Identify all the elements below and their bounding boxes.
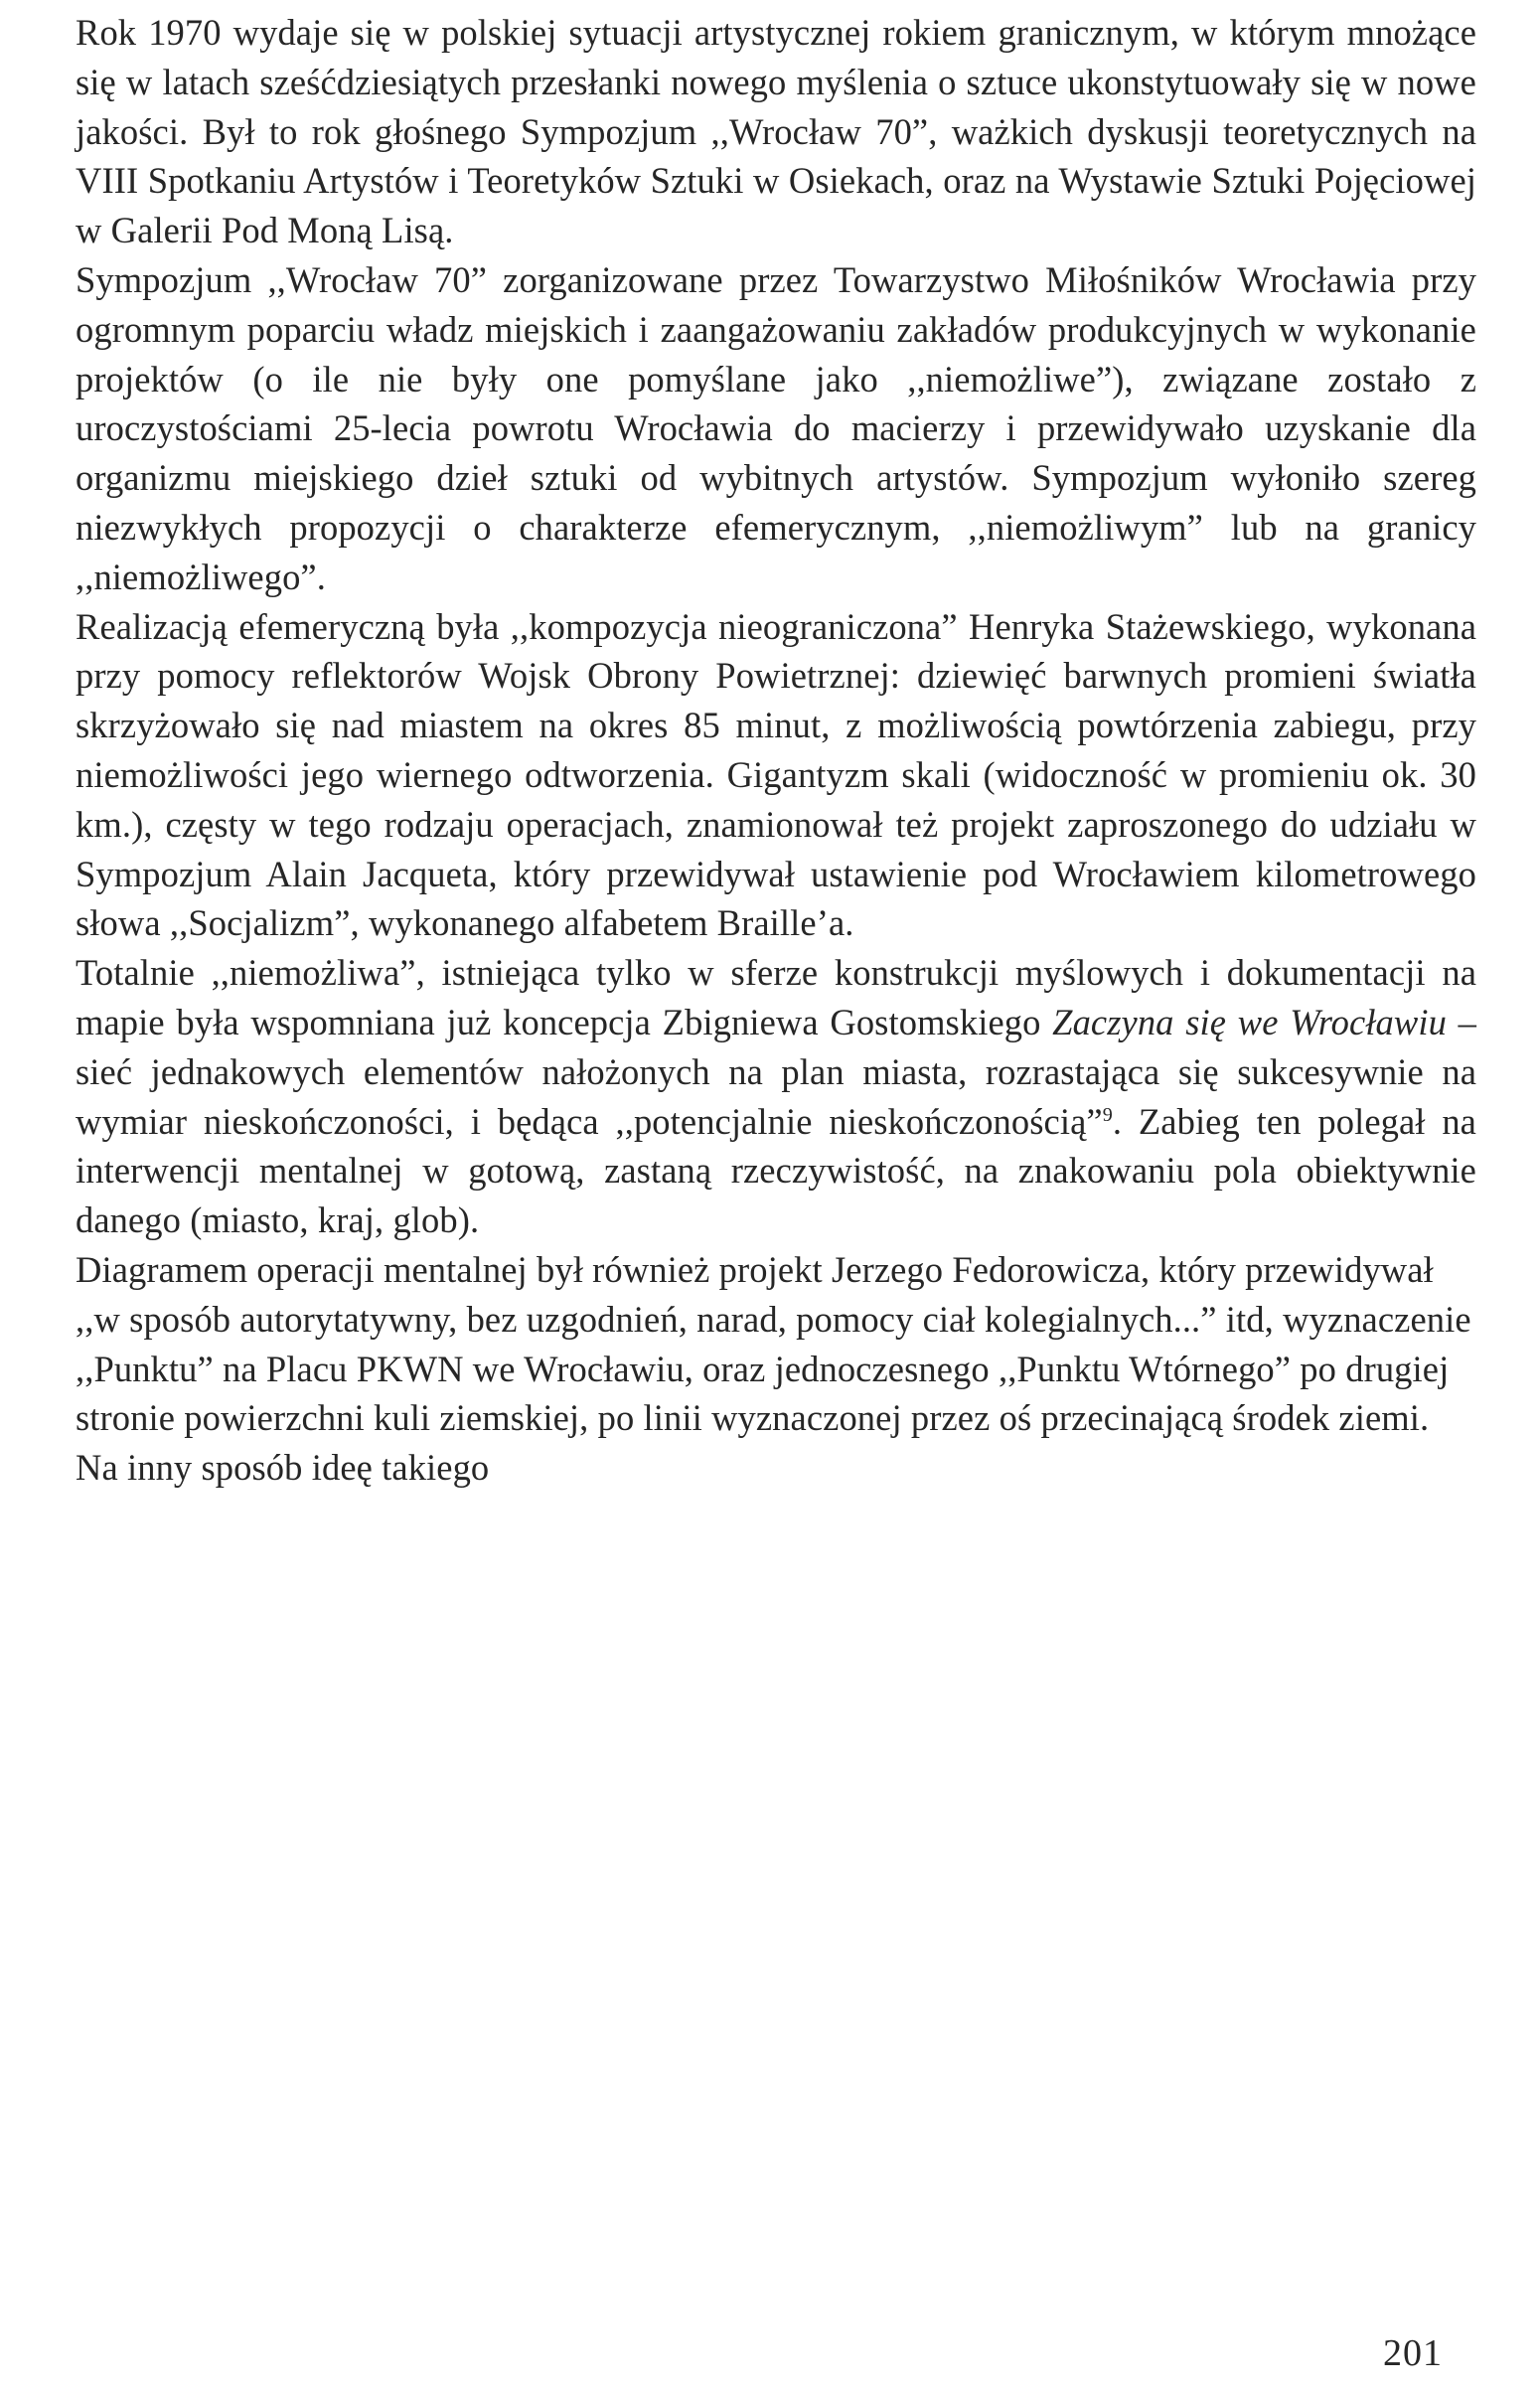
paragraph-3: Realizacją efemeryczną była ,,kompozycja nieograniczona” Henryka Stażewskiego, wykonana przy pomocy reflektorów Wojsk Obrony Powietrznej: dziewięć barwnych promieni światła skrzyżowało się nad miastem na okres 85 minut, z możliwością powtórzenia zabiegu, przy niemożliwości jego wiernego odtworzenia. Gigantyzm skali (widoczność w promieniu ok. 30 km.), częsty w tego rodzaju operacjach, znamionował też projekt zaproszonego do udziału w Sympozjum Alain Jacqueta, który przewidywał ustawienie pod Wrocławiem kilometrowego słowa ,,Socjalizm”, wykonanego alfabetem Braille’a. [76, 605, 1476, 944]
body-text [76, 8, 1476, 1493]
page-number: 201 [1383, 2332, 1443, 2374]
book-page [76, 0, 1482, 2393]
paragraph-4-before: Totalnie ,,niemożliwa”, istniejąca tylko w sferze konstrukcji myślowych i dokumentacji na mapie była wspomniana już koncepcja Zbigniewa Gostomskiego [76, 952, 1476, 1042]
footnote-marker[interactable]: 9 [1102, 1103, 1113, 1126]
paragraph-4-after: – sieć jednakowych elementów nałożonych na plan miasta, rozrastająca się sukcesywnie na wymiar nieskończoności, i będąca ,,potencjalnie nieskończonością” [76, 1001, 1477, 1142]
paragraph-5: Diagramem operacji mentalnej był również projekt Jerzego Fedorowicza, który przewidywał ,,w sposób autorytatywny, bez uzgodnień, narad, pomocy ciał kolegialnych...” itd, wyznaczenie ,,Punktu” na Placu PKWN we Wrocławiu, oraz jednoczesnego ,,Punktu Wtórnego” po drugiej stronie powierzchni kuli ziemskiej, po linii wyznaczonej przez oś przecinającą środek ziemi. Na inny sposób ideę takiego [76, 1248, 1471, 1489]
paragraph-4-end: . Zabieg ten polegał na interwencji mentalnej w gotową, zastaną rzeczywistość, na znakowaniu pola obiektywnie danego (miasto, kraj, glob). [76, 1100, 1476, 1241]
work-title: Zaczyna się we Wrocławiu [1052, 1001, 1447, 1042]
paragraph-2: Sympozjum ,,Wrocław 70” zorganizowane przez Towarzystwo Miłośników Wrocławia przy ogromnym poparciu władz miejskich i zaangażowaniu zakładów produkcyjnych w wykonanie projektów (o ile nie były one pomyślane jako ,,niemożliwe”), związane zostało z uroczystościami 25-lecia powrotu Wrocławia do macierzy i przewidywało uzyskanie dla organizmu miejskiego dzieł sztuki od wybitnych artystów. Sympozjum wyłoniło szereg niezwykłych propozycji o charakterze efemerycznym, ,,niemożliwym” lub na granicy ,,niemożliwego”. [76, 258, 1476, 597]
paragraph-1: Rok 1970 wydaje się w polskiej sytuacji artystycznej rokiem granicznym, w którym mnożące się w latach sześćdziesiątych przesłanki nowego myślenia o sztuce ukonstytuowały się w nowe jakości. Był to rok głośnego Sympozjum ,,Wrocław 70”, ważkich dyskusji teoretycznych na VIII Spotkaniu Artystów i Teoretyków Sztuki w Osiekach, oraz na Wystawie Sztuki Pojęciowej w Galerii Pod Moną Lisą. [76, 12, 1476, 251]
paragraph-4 [76, 948, 1476, 1245]
